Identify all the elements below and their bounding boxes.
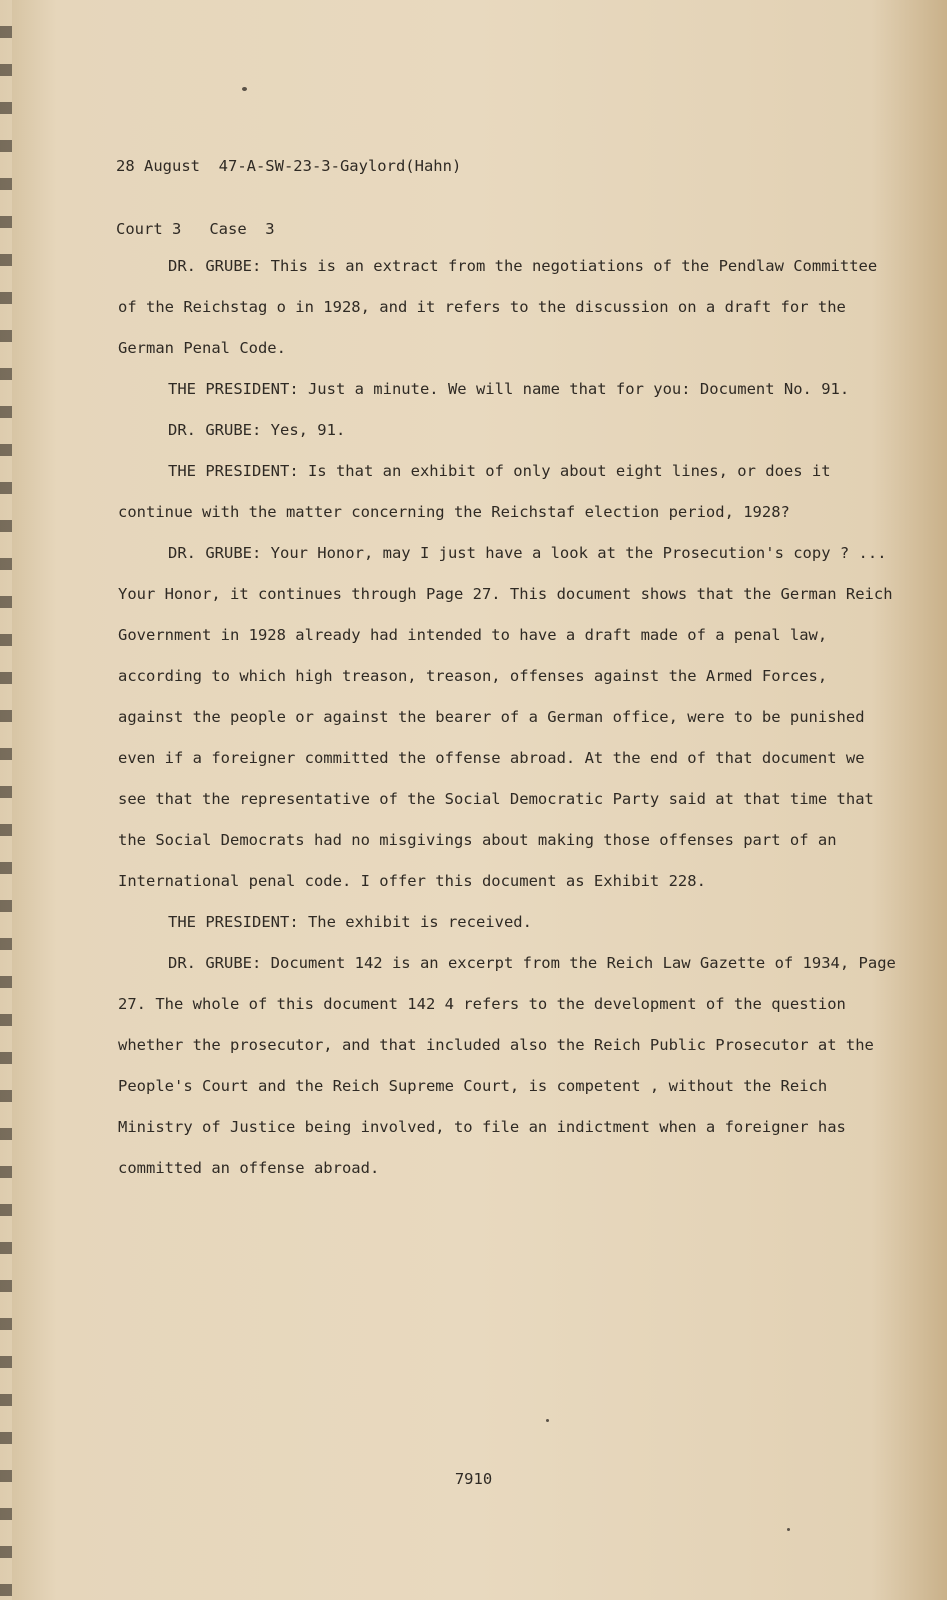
paragraph: THE PRESIDENT: The exhibit is received. bbox=[168, 913, 532, 931]
ink-speck bbox=[242, 87, 247, 91]
paragraph: DR. GRUBE: Yes, 91. bbox=[168, 421, 346, 439]
paragraph: THE PRESIDENT: Just a minute. We will name that for you: Document No. 91. bbox=[168, 380, 850, 398]
ink-speck bbox=[546, 1419, 549, 1422]
transcript-body bbox=[118, 246, 898, 1189]
ink-speck bbox=[787, 1528, 790, 1531]
header-line-1: 28 August 47-A-SW-23-3-Gaylord(Hahn) bbox=[116, 157, 462, 175]
paragraph: THE PRESIDENT: Is that an exhibit of only about eight lines, or does it continue with the matter concerning the Reichstaf election period, 1928? bbox=[118, 462, 831, 521]
page-number: 7910 bbox=[454, 1470, 493, 1488]
binding-holes bbox=[0, 0, 12, 1600]
header-line-2: Court 3 Case 3 bbox=[116, 220, 275, 238]
paragraph: DR. GRUBE: Document 142 is an excerpt from the Reich Law Gazette of 1934, Page 27. The whole of this document 142 4 refers to the development of the question whether the prosecutor, and that included also the Reich Public Prosecutor at the People's Court and the Reich Supreme Court, is competent , without the Reich Ministry of Justice being involved, to file an indictment when a foreigner has committed an offense abroad. bbox=[118, 954, 896, 1177]
paragraph: DR. GRUBE: Your Honor, may I just have a look at the Prosecution's copy ? ... Your Honor, it continues through Page 27. This document shows that the German Reich Government in 1928 already had intended to have a draft made of a penal law, according to which high treason, treason, offenses against the Armed Forces, against the people or against the bearer of a German office, were to be punished even if a foreigner committed the offense abroad. At the end of that document we see that the representative of the Social Democratic Party said at that time that the Social Democrats had no misgivings about making those offenses part of an International penal code. I offer this document as Exhibit 228. bbox=[118, 544, 893, 890]
paragraph: DR. GRUBE: This is an extract from the negotiations of the Pendlaw Committee of the Reichstag o in 1928, and it refers to the discussion on a draft for the German Penal Code. bbox=[118, 257, 878, 357]
